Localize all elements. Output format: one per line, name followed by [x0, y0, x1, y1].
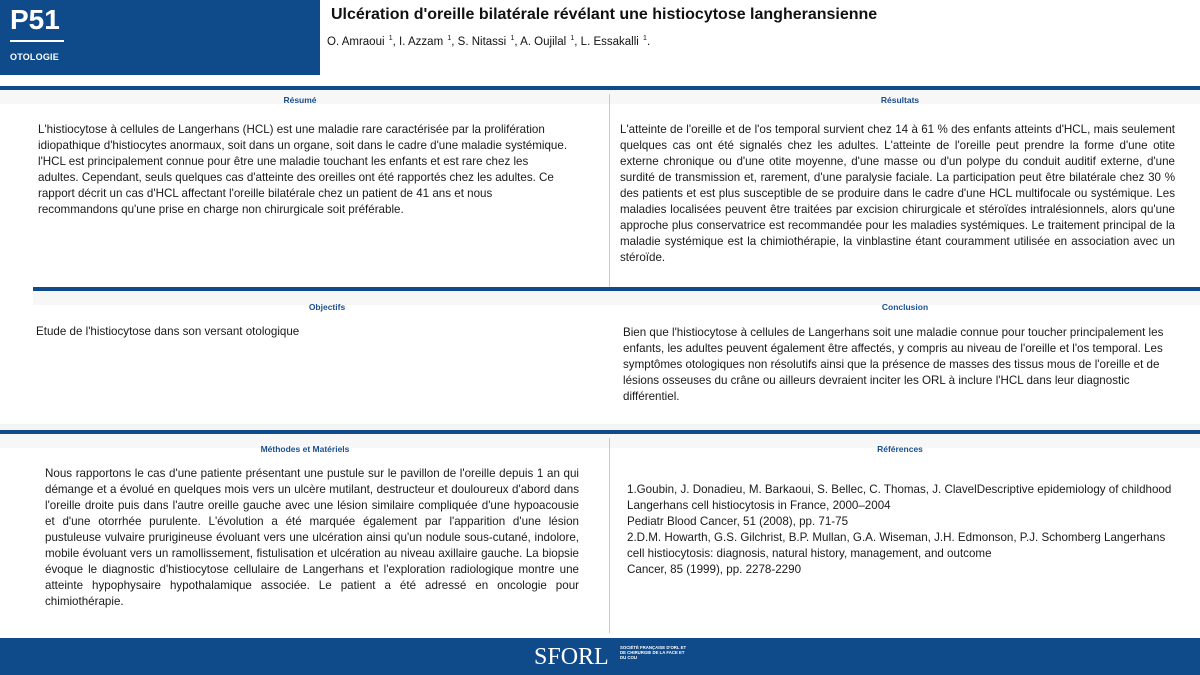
conclusion-title: Conclusion [881, 302, 929, 312]
author: A. Oujilal $^1$, [520, 35, 578, 48]
methodes-text: Nous rapportons le cas d'une patiente présentant une pustule sur le pavillon de l'oreille depuis 1 an qui démange et a évolué en quelques mois vers un ulcère mutilant, destructeur et douloureux d'abord dans l'oreille droite puis dans l'autre oreille gauche avec une lésion similaire compliquée d'une hypoacousie et d'une otorrhée purulente. L'évolution a été marquée également par l'apparition d'une lésion pustuleuse vulvaire prurigineuse évoluant vers une ulcération ainsi qu'un nodule sous-cutané, indolore, mobile évoluant vers un ramollissement, fistulisation et ulcération au niveau axillaire gauche. La biopsie évoque le diagnostic d'histiocytose cellulaire de Langerhans et l'exploration radiologique montre une atteinte hypophysaire hypothalamique associée. Le patient a été adressé en oncologie pour chimiothérapie. [45, 467, 579, 608]
author: I. Azzam $^1$, [399, 35, 455, 48]
author: S. Nitassi $^1$, [457, 35, 518, 48]
references-list [627, 482, 1182, 578]
reference-line: Cancer, 85 (1999), pp. 2278-2290 [627, 563, 802, 576]
reference-line: 1.Goubin, J. Donadieu, M. Barkaoui, S. Bellec, C. Thomas, J. ClavelDescriptive epidemiology of childhood Langerhans cell histiocytosis in France, 2000–2004 [627, 483, 1172, 512]
badge-rule [10, 40, 64, 42]
sforl-logo: SFORL [534, 644, 609, 670]
resume-text: L'histiocytose à cellules de Langerhans (HCL) est une maladie rare caractérisée par la prolifération idiopathique d'histiocytes anormaux, soit dans un organe, soit dans le cadre d'une maladie systémique. l'HCL est principalement connue pour être une maladie touchant les enfants et est rare chez les adultes. Cependant, seuls quelques cas d'atteinte des oreilles ont été rapportés chez les adultes. Ce rapport décrit un cas d'HCL affectant l'oreille bilatérale chez un patient de 41 ans et nous recommandons qu'une prise en charge non chirurgicale soit préférable. [38, 123, 568, 216]
objectifs-title: Objectifs [308, 302, 346, 312]
sforl-logo-subtext: SOCIÉTÉ FRANÇAISE D'ORL ET DE CHIRURGIE DE LA FACE ET DU COU [620, 645, 687, 661]
objectifs-text: Etude de l'histiocytose dans son versant otologique [36, 325, 300, 338]
author-list [327, 35, 650, 48]
author: O. Amraoui $^1$, [327, 35, 396, 48]
poster-section: OTOLOGIE [10, 52, 59, 62]
poster-code: P51 [10, 4, 60, 35]
methodes-title: Méthodes et Matériels [260, 444, 350, 454]
reference-line: 2.D.M. Howarth, G.S. Gilchrist, B.P. Mullan, G.A. Wiseman, J.H. Edmonson, P.J. Schomberg Langerhans cell histiocytosis: diagnosis, natural history, management, and outcome [627, 531, 1166, 560]
column-divider [609, 94, 610, 294]
conclusion-text: Bien que l'histiocytose à cellules de Langerhans soit une maladie connue pour toucher principalement les enfants, les adultes peuvent également être affectés, y compris au niveau de l'oreille et l'os temporal. Les symptômes otologiques non résolutifs ainsi que la présence de masses des tissus mous de l'oreille et de lésions osseuses du crâne ou ailleurs devraient inciter les ORL à inclure l'HCL dans leur diagnostic différentiel. [623, 326, 1164, 403]
references-title: Références [877, 444, 923, 454]
poster-badge [0, 0, 320, 75]
author: L. Essakalli $^1$. [580, 35, 651, 48]
reference-line: Pediatr Blood Cancer, 51 (2008), pp. 71-75 [627, 515, 849, 528]
poster-title: Ulcération d'oreille bilatérale révélant une histiocytose langheransienne [331, 6, 878, 23]
column-divider [609, 438, 610, 633]
resultats-text: L'atteinte de l'oreille et de l'os temporal survient chez 14 à 61 % des enfants atteints d'HCL, mais seulement quelques cas ont été signalés chez les adultes. L'atteinte de l'oreille peut prendre la forme d'une otite externe chronique ou d'une otite moyenne, d'une masse ou d'un polype du conduit auditif externe, d'une surdité de transmission et, rarement, d'une paralysie faciale. La participation peut être bilatérale chez 30 % des patients et est plus susceptible de se produire dans le cadre d'une HCL multifocale ou systémique. Les maladies localisées peuvent être traitées par excision chirurgicale et stéroïdes intralésionnels, alors qu'une approche plus conservatrice est recommandée pour les maladies systémiques. Le traitement principal de la maladie systémique est la chimiothérapie, la vinblastine étant couramment utilisée en association avec un stéroïde. [620, 123, 1175, 264]
resume-title: Résumé [283, 95, 317, 105]
resultats-title: Résultats [880, 95, 920, 105]
